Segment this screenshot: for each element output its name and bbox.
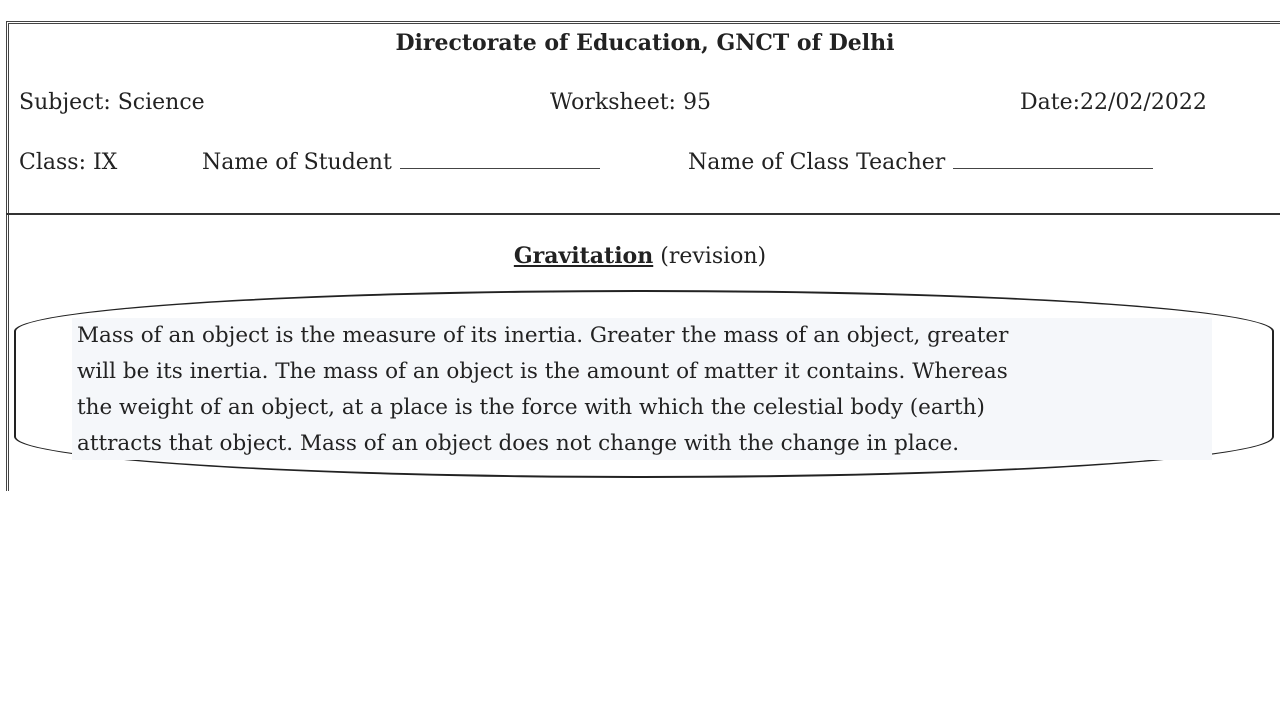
- section-subtitle: (revision): [660, 244, 767, 269]
- document-title: Directorate of Education, GNCT of Delhi: [395, 30, 895, 56]
- note-line: attracts that object. Mass of an object does not change with the change in place.: [77, 431, 960, 456]
- section-title: Gravitation: [513, 243, 654, 269]
- note-text-block: [72, 318, 1212, 460]
- teacher-name-blank[interactable]: [953, 150, 1153, 169]
- date-label: Date:22/02/2022: [1020, 90, 1207, 115]
- section-heading: [0, 243, 1280, 269]
- student-name-field[interactable]: [202, 150, 600, 175]
- header-divider: [6, 213, 1280, 215]
- note-line: will be its inertia. The mass of an object is the amount of matter it contains. Whereas: [77, 359, 1008, 384]
- class-label: Class: IX: [19, 150, 118, 175]
- subject-label: Subject: Science: [19, 90, 205, 115]
- note-line: the weight of an object, at a place is the force with which the celestial body (earth): [77, 395, 985, 420]
- student-name-label: Name of Student: [202, 150, 392, 175]
- student-name-blank[interactable]: [400, 150, 600, 169]
- worksheet-number: Worksheet: 95: [550, 90, 711, 115]
- note-line: Mass of an object is the measure of its inertia. Greater the mass of an object, greater: [77, 323, 1009, 348]
- teacher-name-label: Name of Class Teacher: [688, 150, 946, 175]
- teacher-name-field[interactable]: [688, 150, 1153, 175]
